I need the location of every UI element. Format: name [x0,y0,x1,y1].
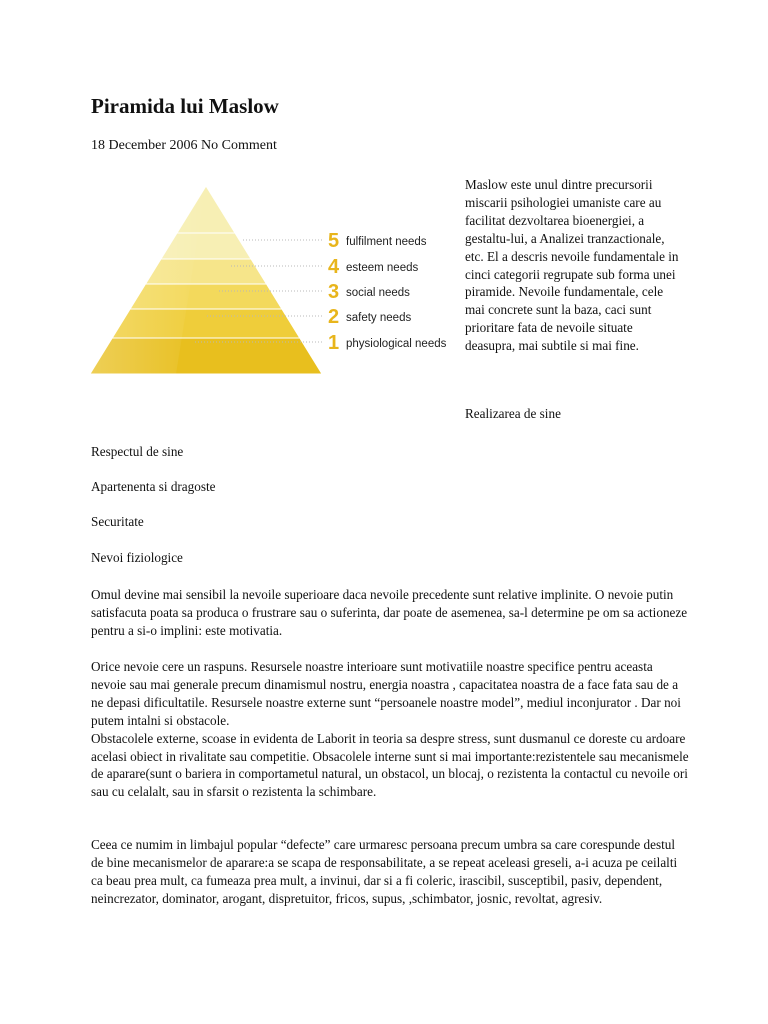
need-item-belonging: Apartenenta si dragoste [91,479,216,494]
level-number: 1 [328,332,340,354]
level-label: esteem needs [346,262,419,274]
level-number: 2 [328,306,340,328]
level-number: 3 [328,281,340,303]
level-label: social needs [346,287,410,299]
paragraph-resources [91,658,689,801]
paragraph-text: Obstacolele externe, scoase in evidenta de Laborit in teoria sa despre stress, sunt dusmanul ce doreste cu ardoare acelasi obiect in rivalitate sau competitie. Obsacolele interne sunt si mai importante:rezistentele sau mecanismele de aparare(sunt o bariera in comportametul natural, un obstacol, un blocaj, o rezistenta la contactul cu nevoile ori sau cu celalalt, sau in sfarsit o rezistenta la schimbare. [91,730,689,800]
paragraph-text: Ceea ce numim in limbajul popular “defecte” care urmaresc persoana precum umbra sa care corespunde destul de bine mecanismelor de aparare:a se scapa de responsabilitate, a se repeat aceleasi greseli, a-i acuza pe ceilalti ca beau prea mult, ca fumeaza prea mult, a invinui, dar si a fi coleric, irascibil, susceptibil, pasiv, dependent, neincrezator, dominator, arogant, dispretuitor, fricos, supus, ,schimbator, josnic, revoltat, agresiv. [91,837,678,906]
paragraph-defects [91,836,689,908]
need-item-esteem: Respectul de sine [91,444,184,459]
level-label: safety needs [346,312,412,324]
paragraph-text: Orice nevoie cere un raspuns. Resursele noastre interioare sunt motivatiile noastre specifice pentru aceasta nevoie sau mai generale precum dinamismul nostru, energia noastra , capacitatea noastra de a face fata sau de a ne depasi dificultatile. Resursele noastre externe sunt “persoanele noastre model”, mediul inconjurator . Dar noi putem intalni si obstacole. [91,659,681,728]
maslow-pyramid-figure [88,178,462,388]
paragraph-motivation [91,586,689,640]
post-meta: 18 December 2006 No Comment [91,138,277,153]
level-label: fulfilment needs [346,236,427,248]
need-item-self-actualization: Realizarea de sine [465,406,561,421]
level-number: 4 [328,256,340,278]
need-item-safety: Securitate [91,514,144,529]
need-item-physiological: Nevoi fiziologice [91,550,183,565]
maslow-pyramid-icon [88,178,462,388]
level-number: 5 [328,230,340,252]
paragraph-text: Omul devine mai sensibil la nevoile superioare daca nevoile precedente sunt relative implinite. O nevoie putin satisfacuta poata sa produca o frustrare sau o suferinta, dar poate de asemenea, sa-l determine pe om sa actioneze pentru a si-o implini: este motivatia. [91,587,688,638]
level-label: physiological needs [346,338,447,350]
page-title: Piramida lui Maslow [91,94,279,118]
intro-text: Maslow este unul dintre precursorii miscarii psihologiei umaniste care au facilitat dezvoltarea bioenergiei, a gestaltu-lui, a Analizei tranzactionale, etc. El a descris nevoile fundamentale in cinci categorii regrupate sub forma unei piramide. Nevoile fundamentale, cele mai concrete sunt la baza, caci sunt prioritare fata de nevoile situate deasupra, mai subtile si mai fine. [465,177,679,354]
